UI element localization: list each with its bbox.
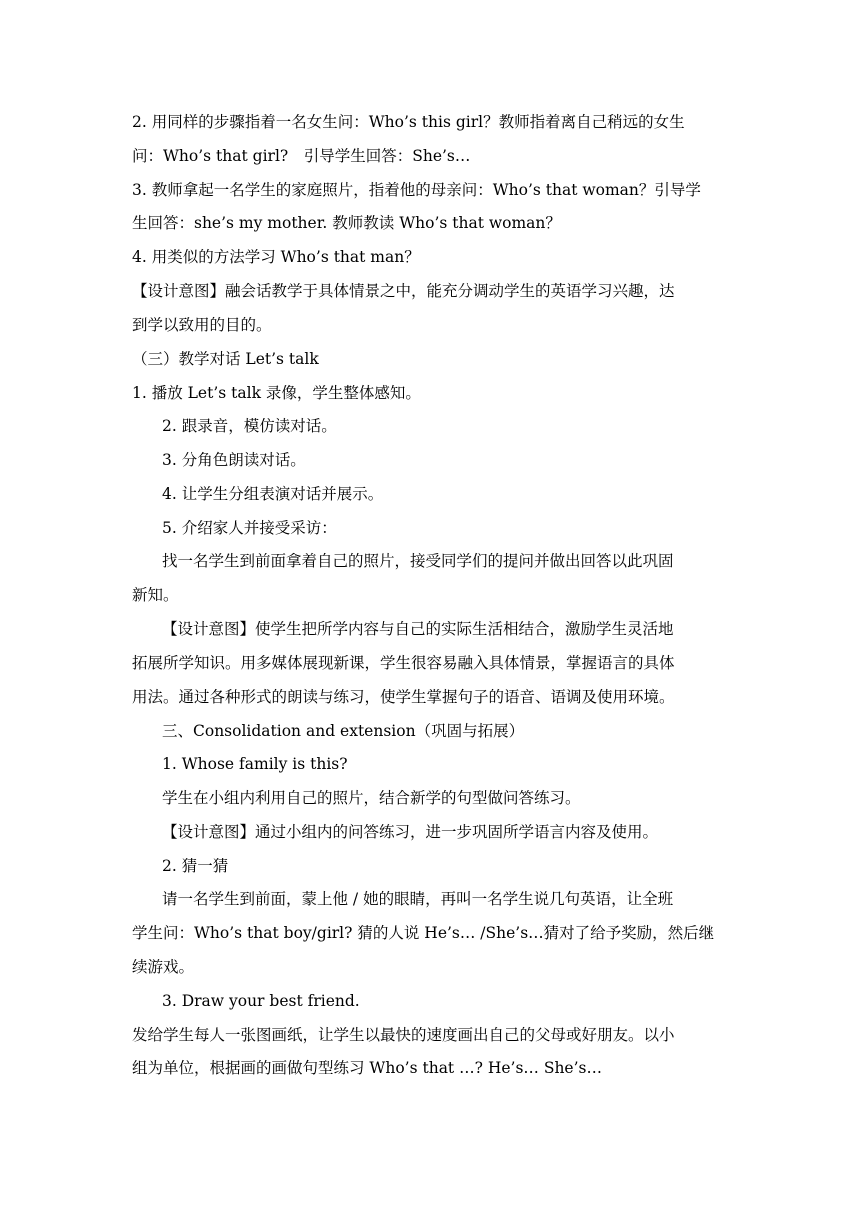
text-line: 2. 猜一猜: [162, 857, 229, 875]
design-intent-text: 【设计意图】使学生把所学内容与自己的实际生活相结合，激励学生灵活地: [162, 620, 674, 638]
text-line: 学生问：Who’s that boy/girl? 猜的人说 He’s… /She’s…猜对了给予奖励，然后继: [132, 924, 715, 942]
text-line: 用法。通过各种形式的朗读与练习，使学生掌握句子的语音、语调及使用环境。: [132, 688, 675, 706]
text-line: 找一名学生到前面拿着自己的照片，接受同学们的提问并做出回答以此巩固: [162, 552, 674, 570]
text-line: 1. Whose family is this?: [162, 755, 348, 773]
design-intent-text: 【设计意图】融会话教学于具体情景之中，能充分调动学生的英语学习兴趣，达: [132, 282, 675, 300]
text-line: 3. 教师拿起一名学生的家庭照片，指着他的母亲问：Who’s that woman？引导学: [132, 181, 701, 199]
text-line: 请一名学生到前面，蒙上他 / 她的眼睛，再叫一名学生说几句英语，让全班: [162, 890, 674, 908]
text-line: 3. 分角色朗读对话。: [162, 451, 306, 469]
text-line: 拓展所学知识。用多媒体展现新课，学生很容易融入具体情景，掌握语言的具体: [132, 654, 675, 672]
text-line: 发给学生每人一张图画纸，让学生以最快的速度画出自己的父母或好朋友。以小: [132, 1026, 675, 1044]
text-line: 3. Draw your best friend.: [162, 992, 360, 1010]
text-line: 新知。: [132, 586, 179, 604]
text-line: 4. 让学生分组表演对话并展示。: [162, 485, 384, 503]
text-line: 组为单位，根据画的画做句型练习 Who’s that …? He’s… She’s…: [132, 1059, 602, 1077]
text-line: 1. 播放 Let’s talk 录像，学生整体感知。: [132, 384, 421, 402]
text-line: 5. 介绍家人并接受采访：: [162, 519, 337, 537]
text-line: 4. 用类似的方法学习 Who’s that man？: [132, 248, 420, 266]
text-line: 续游戏。: [132, 958, 195, 976]
section-heading: （三）教学对话 Let’s talk: [132, 350, 319, 368]
text-line: 学生在小组内利用自己的照片，结合新学的句型做问答练习。: [162, 789, 581, 807]
section-heading: 三、Consolidation and extension（巩固与拓展）: [162, 722, 525, 740]
text-line: 2. 跟录音，模仿读对话。: [162, 417, 337, 435]
text-line: 生回答：she’s my mother. 教师教读 Who’s that woman？: [132, 214, 561, 232]
design-intent-text: 【设计意图】通过小组内的问答练习，进一步巩固所学语言内容及使用。: [162, 823, 659, 841]
text-line: 到学以致用的目的。: [132, 316, 272, 334]
text-line: 2. 用同样的步骤指着一名女生问：Who’s this girl？教师指着离自己稍远的女生: [132, 113, 685, 131]
text-line: 问：Who’s that girl? 引导学生回答：She’s…: [132, 147, 471, 165]
